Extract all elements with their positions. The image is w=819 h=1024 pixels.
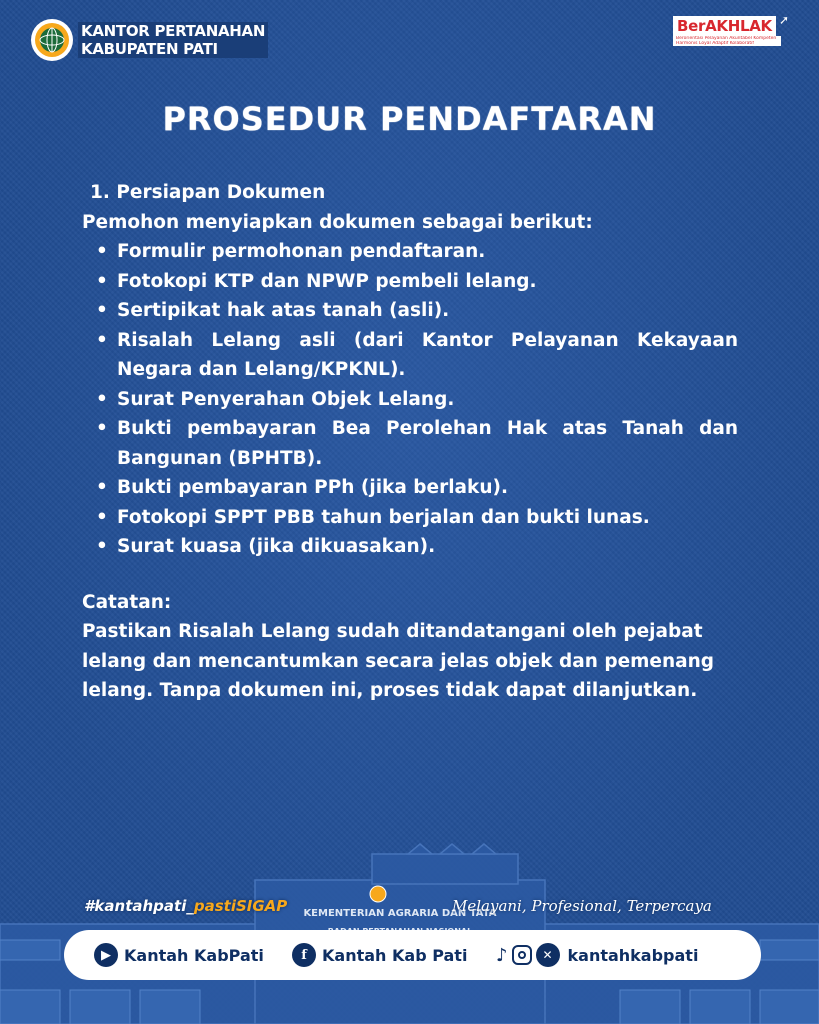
facebook-icon: f xyxy=(292,943,316,967)
list-item: • Fotokopi KTP dan NPWP pembeli lelang. xyxy=(96,267,738,297)
list-item: • Risalah Lelang asli (dari Kantor Pelayanan Kekayaan Negara dan Lelang/KPKNL). xyxy=(96,326,738,385)
list-item: • Formulir permohonan pendaftaran. xyxy=(96,237,738,267)
note-heading: Catatan: xyxy=(82,591,172,613)
berakhlak-logo xyxy=(673,13,789,46)
brand-line-1: KANTOR PERTANAHAN xyxy=(78,22,268,40)
handle-link[interactable] xyxy=(496,943,698,967)
building-sign-1: KEMENTERIAN AGRARIA DAN TATA xyxy=(303,908,497,919)
list-item: • Surat Penyerahan Objek Lelang. xyxy=(96,385,738,415)
document-list xyxy=(82,237,738,562)
instagram-icon xyxy=(512,945,532,965)
list-item: • Surat kuasa (jika dikuasakan). xyxy=(96,532,738,562)
berakhlak-title: BerAKHLAK xyxy=(673,16,776,36)
list-item: • Sertipikat hak atas tanah (asli). xyxy=(96,296,738,326)
arrow-icon: ➚ xyxy=(778,13,789,27)
hashtag-accent: pastiSIGAP xyxy=(193,897,288,915)
list-item: • Fotokopi SPPT PBB tahun berjalan dan bukti lunas. xyxy=(96,503,738,533)
tiktok-icon: ♪ xyxy=(496,944,508,966)
youtube-link[interactable] xyxy=(94,943,264,967)
list-item: • Bukti pembayaran PPh (jika berlaku). xyxy=(96,473,738,503)
youtube-icon: ▶ xyxy=(94,943,118,967)
hashtag-prefix: #kantahpati_ xyxy=(84,897,194,915)
main-content xyxy=(82,178,738,706)
facebook-label: Kantah Kab Pati xyxy=(322,945,468,965)
page-title: PROSEDUR PENDAFTARAN xyxy=(162,100,657,138)
youtube-label: Kantah KabPati xyxy=(124,945,264,965)
facebook-link[interactable] xyxy=(292,943,467,967)
list-item: • Bukti pembayaran Bea Perolehan Hak atas Tanah dan Bangunan (BPHTB). xyxy=(96,414,738,473)
social-bar xyxy=(64,930,761,980)
bpn-logo-icon xyxy=(30,18,74,62)
tagline: Melayani, Profesional, Terpercaya xyxy=(452,897,712,915)
brand-header xyxy=(30,18,268,62)
note-text: Pastikan Risalah Lelang sudah ditandatangani oleh pejabat lelang dan mencantumkan secara jelas objek dan pemenang lelang. Tanpa dokumen ini, proses tidak dapat dilanjutkan. xyxy=(82,621,715,701)
handle-label: kantahkabpati xyxy=(567,945,699,965)
hashtag xyxy=(84,897,287,915)
berakhlak-sub-1: Berorientasi Pelayanan Akuntabel Kompeten xyxy=(673,36,781,41)
section-heading: 1. Persiapan Dokumen xyxy=(90,182,326,203)
brand-line-2: KABUPATEN PATI xyxy=(78,40,268,58)
section-intro: Pemohon menyiapkan dokumen sebagai berikut: xyxy=(82,211,593,233)
berakhlak-sub-2: Harmonis Loyal Adaptif Kolaboratif xyxy=(673,41,781,46)
x-icon: ✕ xyxy=(536,943,560,967)
